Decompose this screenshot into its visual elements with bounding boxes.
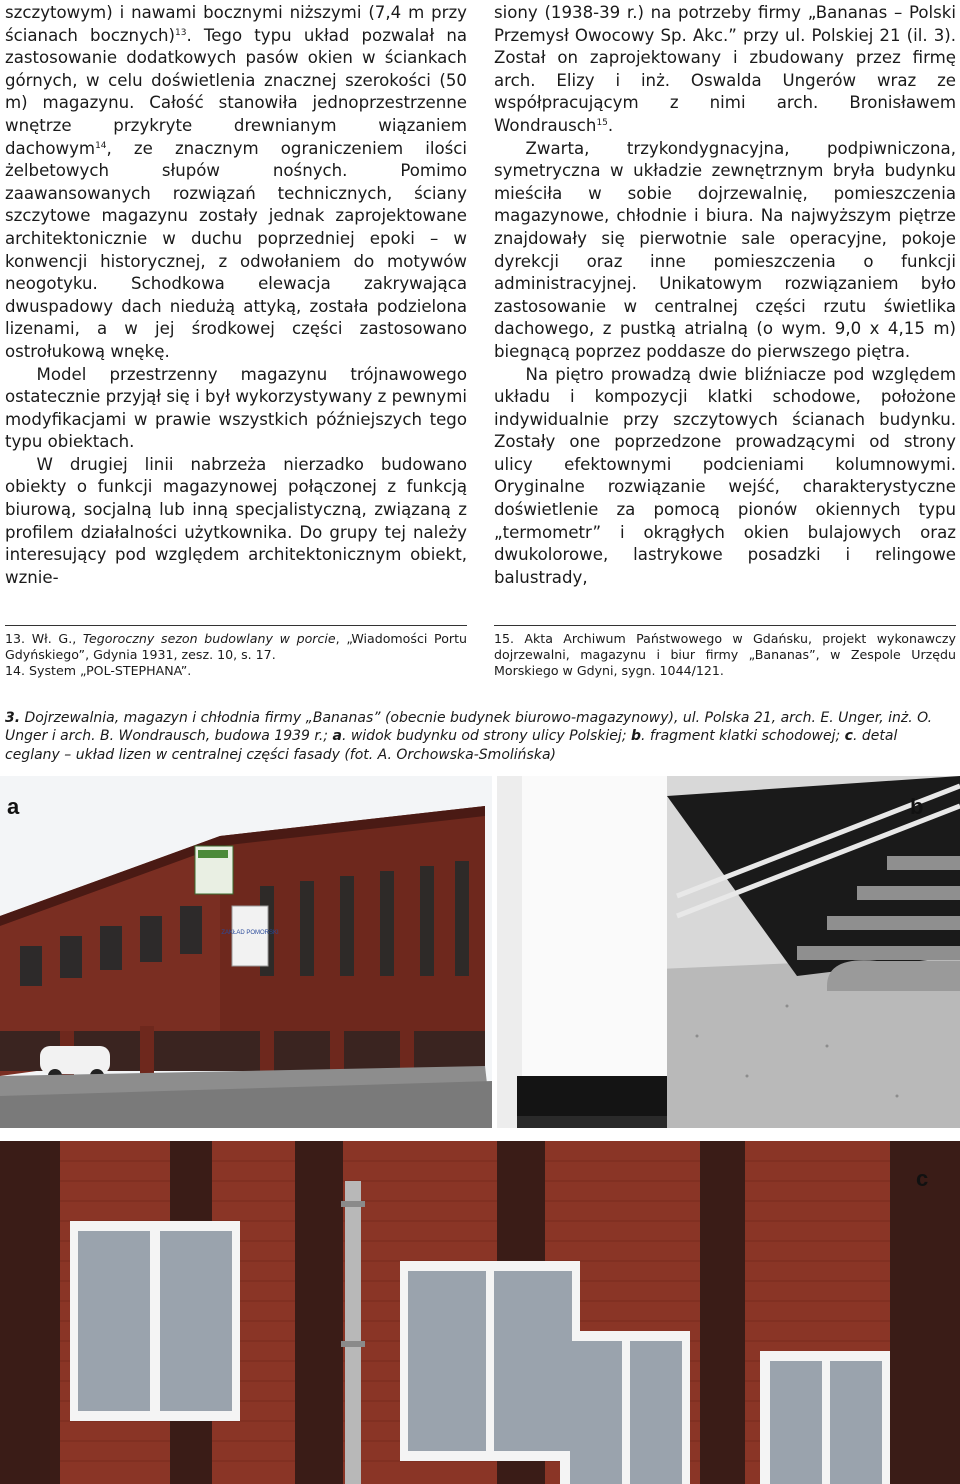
photo-a-label: a (7, 794, 20, 819)
footnote-divider-right (494, 625, 956, 626)
building-sign-text: ZAKŁAD POMORSKI (221, 930, 279, 936)
footnote-15: 15. Akta Archiwum Państwowego w Gdańsku, projekt wykonawczy dojrzewalni, magazynu i biur firmy „Bananas”, w Zespole Urzędu Morskiego w Gdyni, sygn. 1044/121. (494, 631, 956, 679)
photo-a-building-street-view (0, 776, 492, 1128)
figure-caption: 3. Dojrzewalnia, magazyn i chłodnia firmy „Bananas” (obecnie budynek biurowo-magazynowy), ul. Polska 21, arch. E. Unger, inż. O. Unger i arch. B. Wondrausch, budowa 1939 r.; a. widok budynku od strony ulicy Polskiej; b. fragment klatki schodowej; c. detal ceglany – układ lizen w centralnej części fasady (fot. A. Orchowska-Smolińska) (5, 710, 933, 763)
photo-b-label: b (910, 794, 924, 819)
right-paragraph-3: Na piętro prowadzą dwie bliźniacze pod względem układu i kompozycji klatki schodowe, położone indywidualnie przy szczytowych ścianach budynku. Zostały one poprzedzone prowadzącymi od strony ulicy efektownymi podcieniami kolumnowymi. Oryginalne rozwiązanie wejść, charakterystyczne doświetlenie za pomocą pionów okiennych typu „termometr” i okrągłych okien bulajowych oraz dwukolorowe, lastrykowe posadzki i relingowe balustrady, (494, 364, 956, 587)
footnote-13: 13. Wł. G., Tegoroczny sezon budowlany w porcie, „Wiadomości Portu Gdyńskiego”, Gdynia 1931, zesz. 10, s. 17. (5, 631, 467, 663)
left-paragraph-1: szczytowym) i nawami bocznymi niższymi (7,4 m przy ścianach bocznych)$^{13}$. Tego typu układ pozwalał na zastosowanie dodatkowych pasów okien w ściankach górnych, w celu doświetlenia znacznej szerokości (50 m) magazynu. Całość stanowiła jednoprzestrzenne wnętrze przykryte drewnianym wiązaniem dachowym$^{14}$, ze znacznym ograniczeniem ilości żelbetowych słupów nośnych. Pomimo zaawansowanych rozwiązań technicznych, ściany szczytowe magazynu zostały jednak zaprojektowane architektonicznie w duchu poprzedniej epoki – w konwencji historycznej, z odwołaniem do motywów neogotyku. Schodkowa elewacja zakrywająca dwuspadowy dach niedużą attyką, została podzielona lizenami, a w jej środkowej części zastosowano ostrołukową wnękę. (5, 3, 468, 361)
building-illustration (0, 776, 492, 1128)
footnote-ref-14[interactable]: 14 (95, 140, 107, 151)
footnote-ref-15[interactable]: 15 (596, 117, 608, 128)
brick-facade-illustration (0, 1141, 960, 1484)
footnote-ref-13[interactable]: 13 (175, 27, 187, 38)
left-paragraph-3: W drugiej linii nabrzeża nierzadko budowano obiekty o funkcji magazynowej połączonej z funkcją biurową, socjalną lub inną specjalistyczną, związaną z profilem działalności użytkownika. Do grupy tej należy interesujący pod względem architektonicznym obiekt, wznie- (5, 454, 467, 587)
footnote-divider-left (5, 625, 467, 626)
photo-c-label: c (916, 1166, 929, 1191)
footnotes-right (494, 631, 956, 680)
photo-c-brick-detail (0, 1141, 960, 1484)
right-paragraph-1: siony (1938-39 r.) na potrzeby firmy „Bananas – Polski Przemysł Owocowy Sp. Akc.” przy ul. Polskiej 21 (il. 3). Został on zaprojektowany i zbudowany przez firmę arch. Elizy i inż. Oswalda Ungerów wraz ze współpracującym z nimi arch. Bronisławem Wondrausch$^{15}$. (494, 3, 956, 135)
footnotes-left (5, 631, 467, 680)
left-paragraph-2: Model przestrzenny magazynu trójnawowego ostatecznie przyjął się i był wykorzystywany z pewnymi modyfikacjami w prawie wszystkich późniejszych tego typu obiektach. (5, 364, 467, 452)
right-text-column (494, 2, 956, 589)
right-paragraph-2: Zwarta, trzykondygnacyjna, podpiwniczona, symetryczna w układzie zewnętrznym bryła budynku mieściła w sobie dojrzewalnię, pomieszczenia magazynowe, chłodnie i biura. Na najwyższym piętrze znajdowały się pierwotnie sale operacyjne, pokoje dyrekcji oraz inne pomieszczenia o funkcji administracyjnej. Unikatowym rozwiązaniem było zastosowanie w centralnej części rzutu świetlika dachowego, z pustką atrialną (o wym. 9,0 x 4,15 m) biegnącą poprzez poddasze do pierwszego piętra. (494, 138, 956, 361)
left-text-column (5, 2, 467, 589)
footnote-14: 14. System „POL-STEPHANA”. (5, 663, 192, 679)
photo-b-staircase-detail (497, 776, 960, 1128)
staircase-illustration (497, 776, 960, 1128)
